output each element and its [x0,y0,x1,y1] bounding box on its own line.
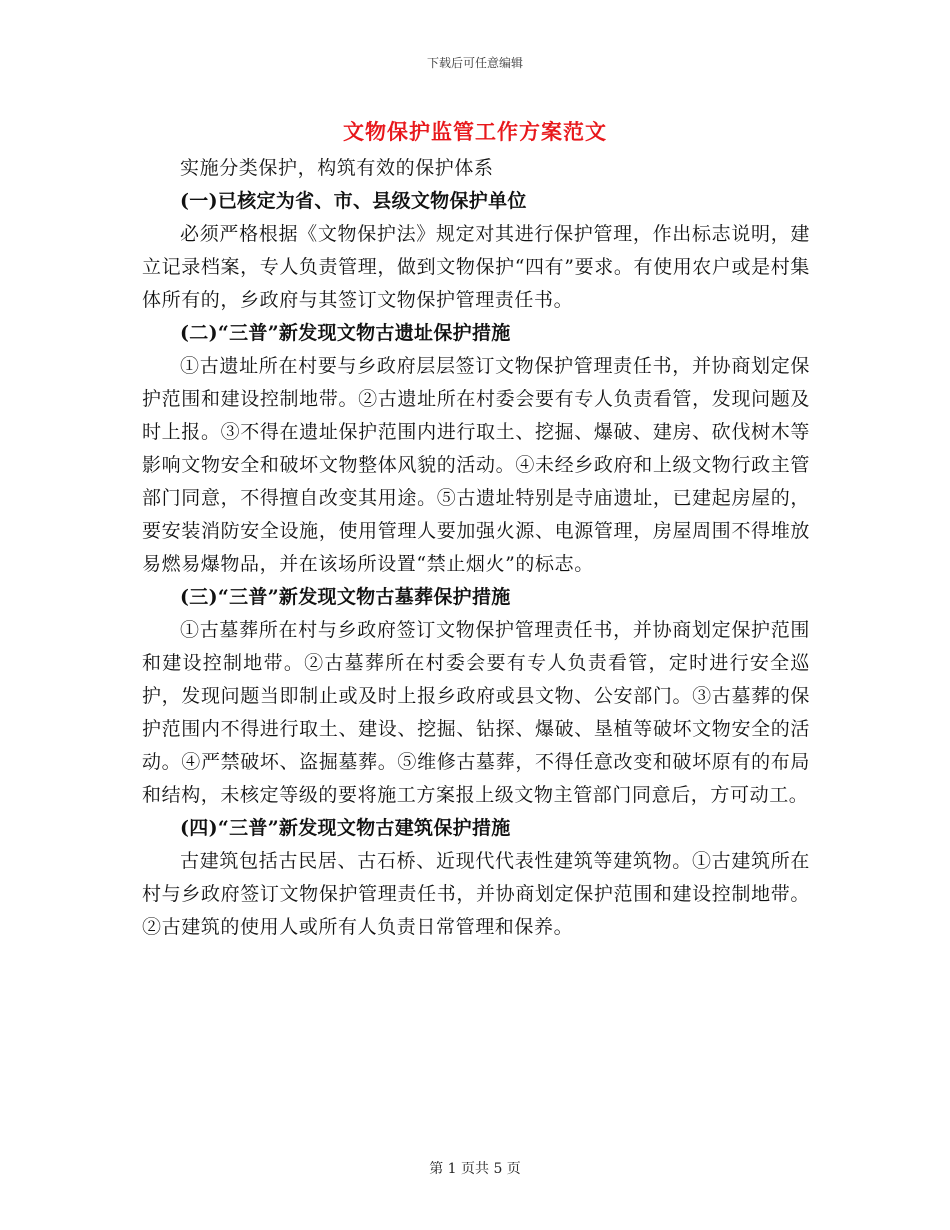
section-paragraph: 必须严格根据《文物保护法》规定对其进行保护管理，作出标志说明，建立记录档案，专人负责管理，做到文物保护“四有”要求。有使用农户或是村集体所有的，乡政府与其签订文物保护管理责任书。 [142,223,810,311]
section-heading-2: (二)“三普”新发现文物古遗址保护措施 [180,322,511,344]
document-body [142,152,810,944]
page-footer: 第 1 页共 5 页 [429,1161,521,1177]
document-title: 文物保护监管工作方案范文 [343,119,607,144]
section-paragraph: ①古墓葬所在村与乡政府签订文物保护管理责任书，并协商划定保护范围和建设控制地带。②古墓葬所在村委会要有专人负责看管，定时进行安全巡护，发现问题当即制止或及时上报乡政府或县文物、公安部门。③古墓葬的保护范围内不得进行取土、建设、挖掘、钻探、爆破、垦植等破坏文物安全的活动。④严禁破坏、盗掘墓葬。⑤维修古墓葬，不得任意改变和破坏原有的布局和结构，未核定等级的要将施工方案报上级文物主管部门同意后，方可动工。 [142,619,810,806]
section-paragraph: ①古遗址所在村要与乡政府层层签订文物保护管理责任书，并协商划定保护范围和建设控制地带。②古遗址所在村委会要有专人负责看管，发现问题及时上报。③不得在遗址保护范围内进行取土、挖掘、爆破、建房、砍伐树木等影响文物安全和破坏文物整体风貌的活动。④未经乡政府和上级文物行政主管部门同意，不得擅自改变其用途。⑤古遗址特别是寺庙遗址，已建起房屋的，要安装消防安全设施，使用管理人要加强火源、电源管理，房屋周围不得堆放易燃易爆物品，并在该场所设置“禁止烟火”的标志。 [142,355,810,575]
section-paragraph: 古建筑包括古民居、古石桥、近现代代表性建筑等建筑物。①古建筑所在村与乡政府签订文物保护管理责任书，并协商划定保护范围和建设控制地带。②古建筑的使用人或所有人负责日常管理和保养。 [142,850,810,938]
header-note: 下载后可任意编辑 [426,56,523,70]
intro-paragraph: 实施分类保护，构筑有效的保护体系 [180,157,494,179]
section-heading-4: (四)“三普”新发现文物古建筑保护措施 [180,817,511,839]
section-heading-1: (一)已核定为省、市、县级文物保护单位 [180,190,527,212]
section-heading-3: (三)“三普”新发现文物古墓葬保护措施 [180,586,511,608]
